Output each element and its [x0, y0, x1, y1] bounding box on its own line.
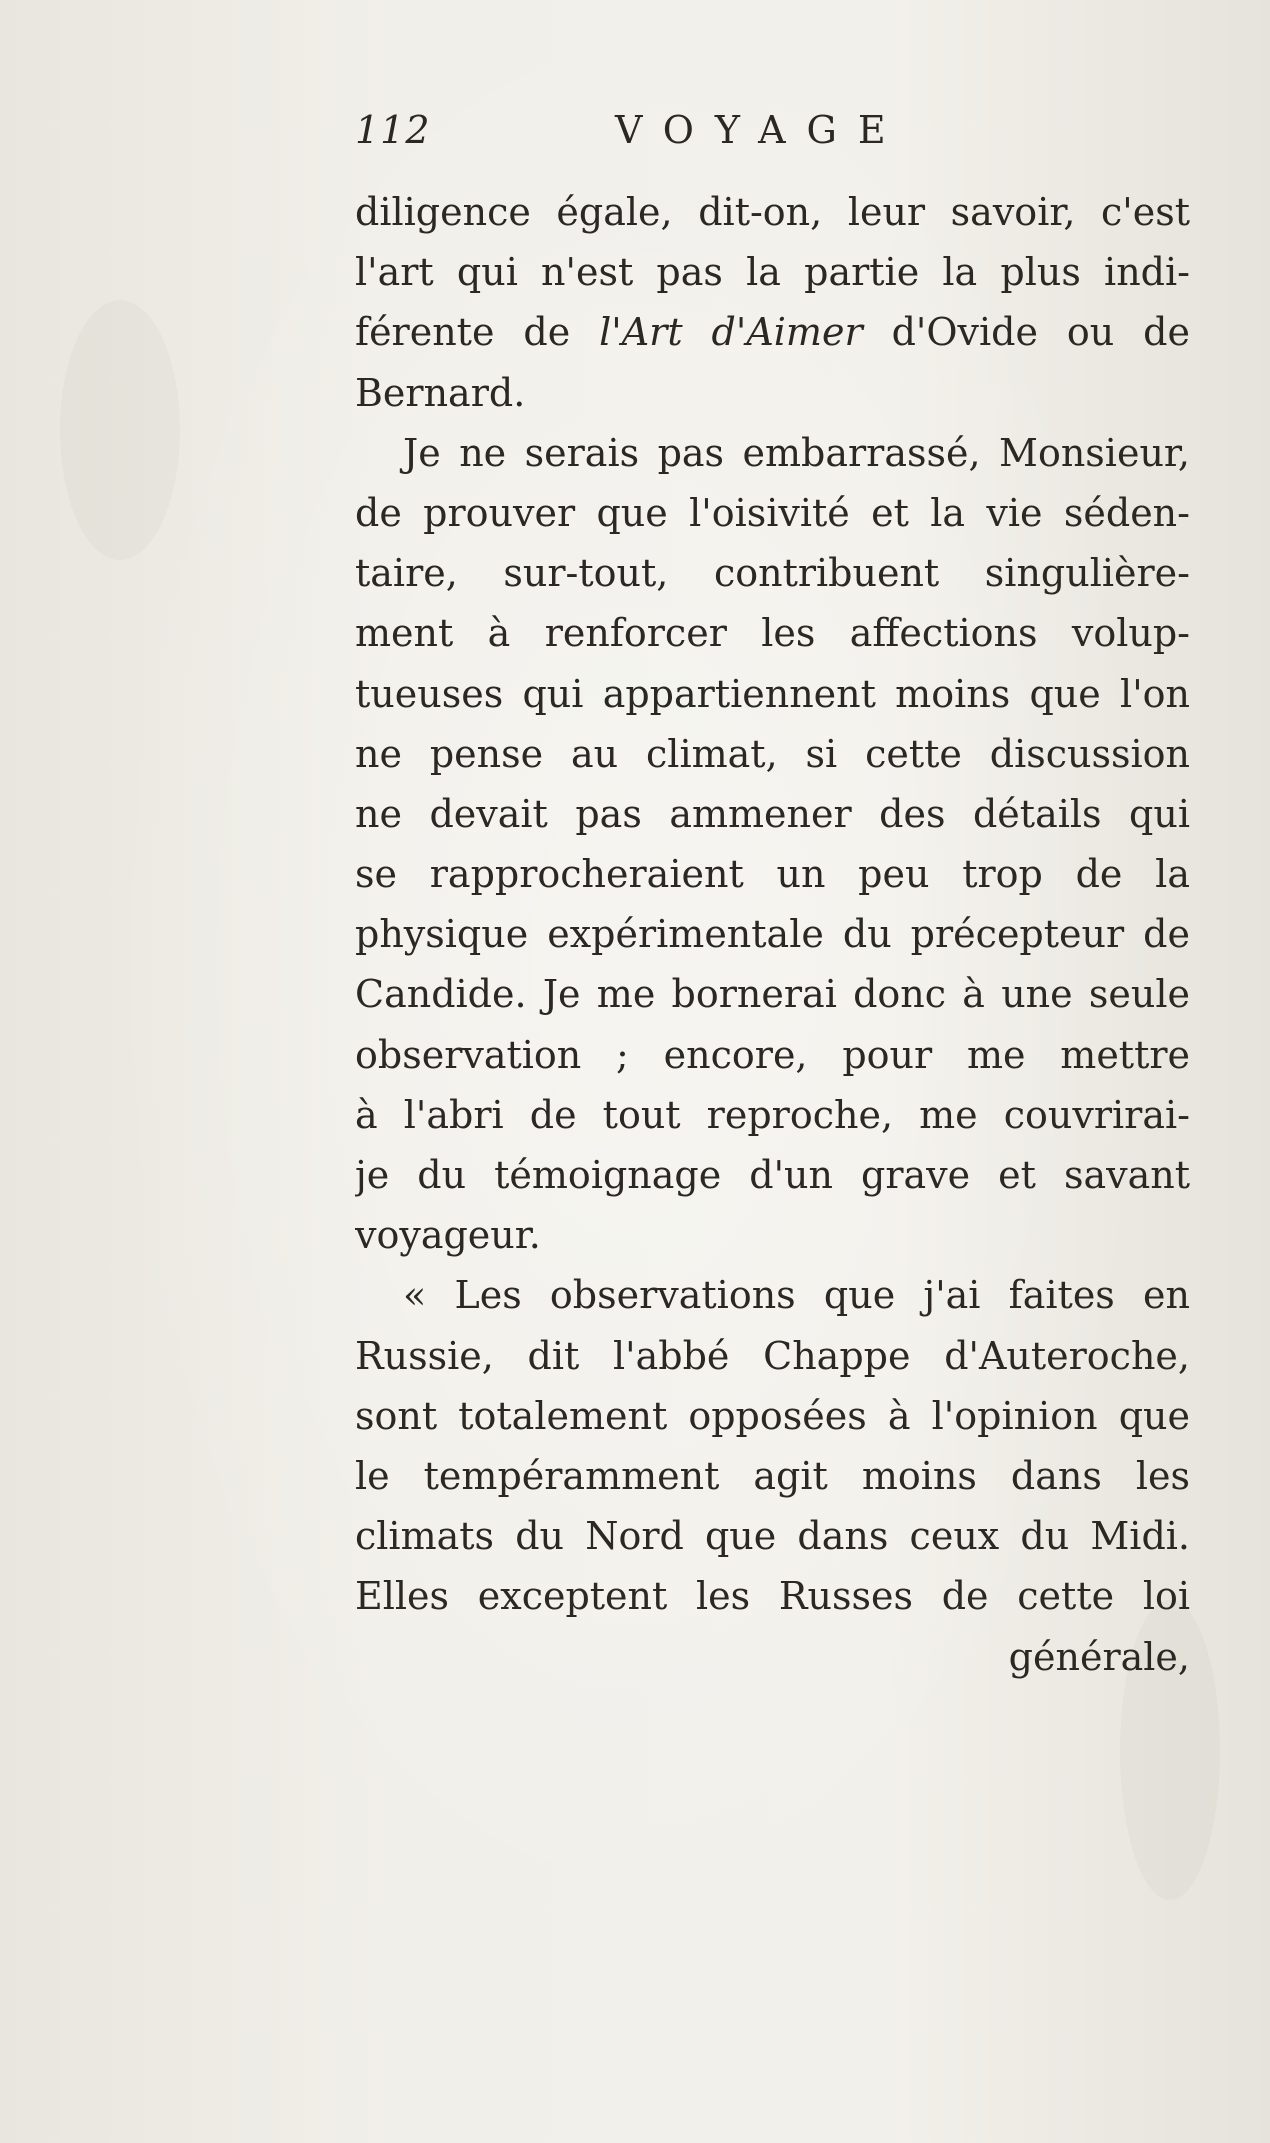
- text-line: l'art qui n'est pas la partie la plus indi-: [355, 250, 1190, 295]
- text-line: sont totalement opposées à l'opinion que: [355, 1393, 1190, 1438]
- text-line: le tempéramment agit moins dans les: [355, 1453, 1190, 1498]
- text-line: [355, 302, 1190, 362]
- text-line: ment à renforcer les affections volup-: [355, 611, 1190, 656]
- text-line: ne pense au climat, si cette discussion: [355, 731, 1190, 776]
- catchword: générale,: [1008, 1634, 1190, 1679]
- text-line: de prouver que l'oisivité et la vie séden-: [355, 490, 1190, 535]
- paragraph-start-line: Je ne serais pas embarrassé, Monsieur,: [403, 430, 1190, 475]
- paper-stain: [60, 300, 180, 560]
- text-line: je du témoignage d'un grave et savant: [355, 1153, 1190, 1197]
- running-head: VOYAGE: [615, 108, 907, 152]
- text-line: diligence égale, dit-on, leur savoir, c'est: [355, 190, 1190, 234]
- page-number: 112: [355, 108, 431, 152]
- body-text: [355, 182, 1190, 1687]
- text-line: Candide. Je me bornerai donc à une seule: [355, 972, 1190, 1017]
- paragraph-end-line: Bernard.: [355, 370, 526, 415]
- text-line: Russie, dit l'abbé Chappe d'Auteroche,: [355, 1333, 1190, 1378]
- text-line: taire, sur-tout, contribuent singulière-: [355, 551, 1190, 596]
- page-header: [355, 108, 1195, 168]
- text-line: ne devait pas ammener des détails qui: [355, 791, 1190, 836]
- text-line: tueuses qui appartiennent moins que l'on: [355, 671, 1190, 716]
- paragraph-start-line: « Les observations que j'ai faites en: [403, 1273, 1190, 1318]
- text-line: observation ; encore, pour me mettre: [355, 1032, 1190, 1077]
- book-title: l'Art d'Aimer: [599, 310, 863, 355]
- paragraph-end-line: voyageur.: [355, 1213, 541, 1258]
- text-line: climats du Nord que dans ceux du Midi.: [355, 1514, 1190, 1559]
- text-line: à l'abri de tout reproche, me couvrirai-: [355, 1092, 1190, 1137]
- line-text: d'Ovide ou de: [862, 310, 1190, 355]
- text-line: Elles exceptent les Russes de cette loi: [355, 1574, 1190, 1619]
- line-text: férente de: [355, 310, 600, 355]
- text-line: physique expérimentale du précepteur de: [355, 912, 1190, 957]
- text-line: se rapprocheraient un peu trop de la: [355, 852, 1190, 897]
